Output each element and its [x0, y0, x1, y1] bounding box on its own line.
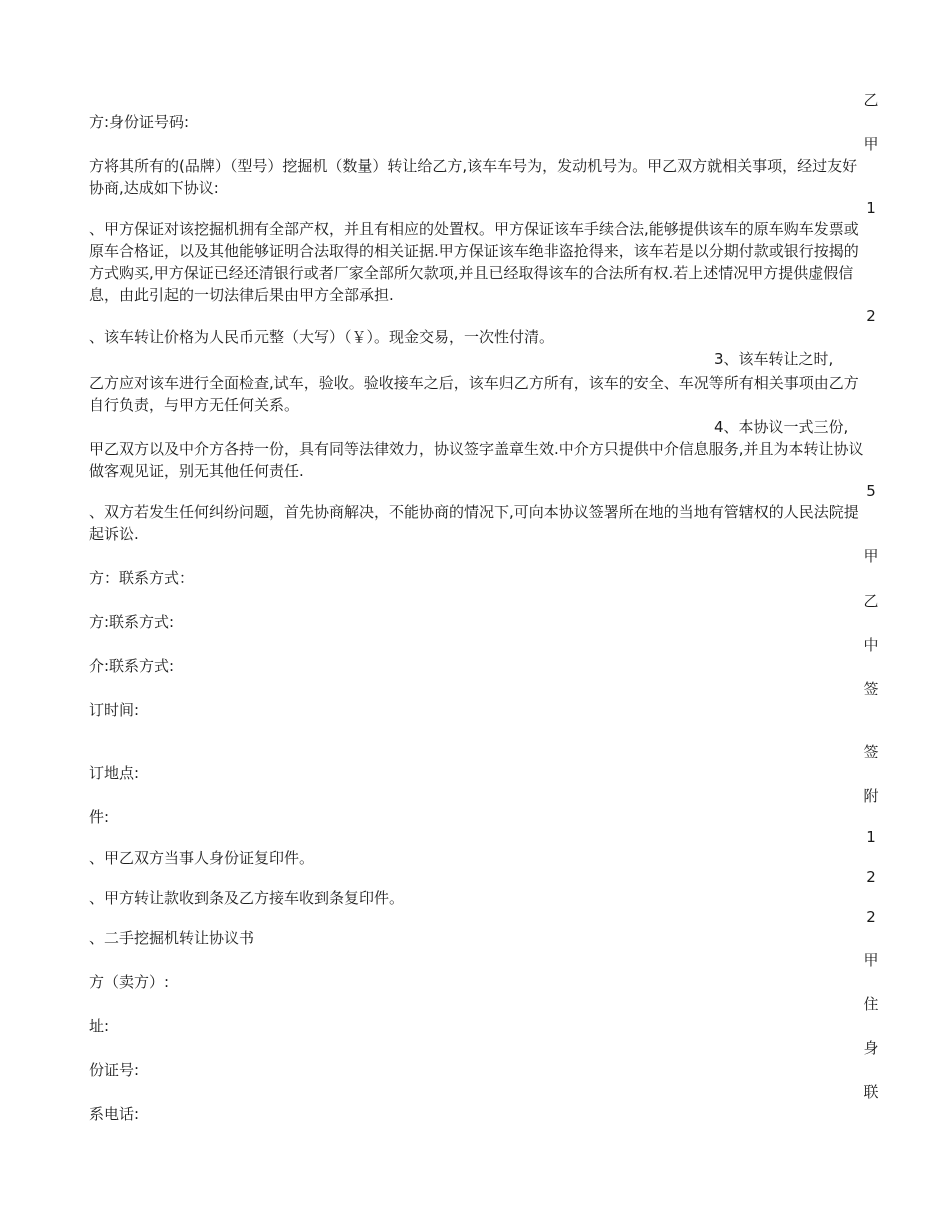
clause-1: 、甲方保证对该挖掘机拥有全部产权，并且有相应的处置权。甲方保证该车手续合法,能够提供该车的原车购车发票或原车合格证，以及其他能够证明合法取得的相关证据.甲方保证该车绝非盗抢得来，该车若是以分期付款或银行按揭的方式购买,甲方保证已经还清银行或者厂家全部所欠款项,并且已经取得该车的合法所有权.若上述情况甲方提供虚假信息，由此引起的一切法律后果由甲方全部承担. — [89, 220, 859, 304]
margin-char: 1 — [866, 828, 876, 846]
margin-char: 乙 — [863, 592, 879, 610]
margin-char: 甲 — [863, 547, 879, 565]
margin-char: 签 — [863, 680, 879, 698]
attachment-2: 、甲方转让款收到条及乙方接车收到条复印件。 — [89, 889, 405, 907]
margin-char: 5 — [866, 482, 876, 500]
margin-char: 2 — [866, 868, 876, 886]
party-b-contact: 方:联系方式: — [89, 613, 175, 631]
sign-place: 订地点: — [89, 764, 140, 782]
margin-char: 身 — [863, 1039, 879, 1057]
attachment-3: 、二手挖掘机转让协议书 — [89, 929, 255, 947]
clause-2: 、该车转让价格为人民币元整（大写）（￥）。现金交易，一次性付清。 — [89, 328, 555, 346]
phone-label: 系电话: — [89, 1105, 140, 1123]
margin-char: 联 — [863, 1083, 879, 1101]
clause-4-heading: 4、本协议一式三份, — [714, 418, 849, 436]
attachment-1: 、甲乙双方当事人身份证复印件。 — [89, 849, 315, 867]
margin-char: 附 — [863, 787, 879, 805]
clause-5: 、双方若发生任何纠纷问题，首先协商解决，不能协商的情况下,可向本协议签署所在地的当地有管辖权的人民法院提起诉讼. — [89, 503, 859, 543]
seller-label: 方（卖方）: — [89, 973, 170, 991]
id-number-label: 份证号: — [89, 1061, 140, 1079]
margin-char: 甲 — [863, 951, 879, 969]
margin-char: 2 — [866, 307, 876, 325]
agent-contact: 介:联系方式: — [89, 657, 175, 675]
attachments-label: 件: — [89, 808, 110, 826]
sign-time: 订时间: — [89, 701, 140, 719]
address-label: 址: — [89, 1017, 110, 1035]
margin-char: 签 — [863, 743, 879, 761]
margin-char: 甲 — [863, 135, 879, 153]
party-a-contact: 方：联系方式： — [89, 569, 195, 587]
margin-char: 中 — [863, 636, 879, 654]
margin-char: 2 — [866, 908, 876, 926]
margin-char: 住 — [863, 995, 879, 1013]
intro-paragraph: 方将其所有的(品牌）（型号）挖掘机（数量）转让给乙方,该车车号为，发动机号为。甲乙双方就相关事项，经过友好协商,达成如下协议: — [89, 157, 858, 197]
clause-3-heading: 3、该车转让之时, — [714, 350, 834, 368]
clause-4-body: 甲乙双方以及中介方各持一份，具有同等法律效力，协议签字盖章生效.中介方只提供中介信息服务,并且为本转让协议做客观见证，别无其他任何责任. — [89, 440, 864, 480]
clause-3-body: 乙方应对该车进行全面检查,试车，验收。验收接车之后，该车归乙方所有，该车的安全、车况等所有相关事项由乙方自行负责，与甲方无任何关系。 — [89, 374, 859, 414]
party-b-id-line: 方:身份证号码: — [89, 113, 190, 131]
margin-char: 1 — [866, 199, 876, 217]
margin-char: 乙 — [863, 91, 879, 109]
